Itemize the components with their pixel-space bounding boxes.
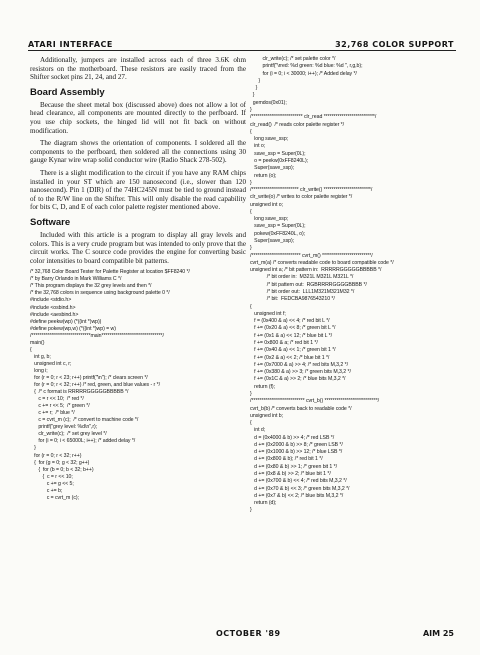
software-heading: Software xyxy=(30,216,71,228)
issue-date: OCTOBER '89 xyxy=(216,629,281,638)
software-paragraph: Included with this article is a program to display all gray levels and colors. This is a very crude program but was intended to only prove that the circuit works. The C source code provides the engine for converting basic color intensities to board compatible bit patterns. xyxy=(30,230,246,265)
right-column xyxy=(250,56,458,515)
intro-paragraph: Additionally, jumpers are installed across each of three 3.6K ohm resistors on the motherboard. These resistors are easily traced from the Shifter socket pins 21, 24, and 27. xyxy=(30,56,246,82)
board-paragraph-2: The diagram shows the orientation of components. I soldered all the components to the perfboard, then soldered all the connections using 30 gauge Kynar wire wrap solid conductor wire (Radio Shack 278-502). xyxy=(30,139,246,165)
header-rule xyxy=(28,50,456,51)
running-header-title: 32,768 COLOR SUPPORT xyxy=(335,40,454,49)
board-paragraph-3: There is a slight modification to the circuit if you have any RAM chips installed in your ST which are 150 nanosecond (i.e., slower than 120 nanosecond). Pin 1 (DIR) of the 74HC245N must be tied to ground instead of to the R/W line on the Shifter. This will only disable the read capability for bits C, D, and E of each color palette register mentioned above. xyxy=(30,168,246,212)
page-number: AIM 25 xyxy=(422,629,454,638)
board-assembly-heading: Board Assembly xyxy=(30,86,105,98)
running-header-section: ATARI INTERFACE xyxy=(28,40,113,49)
left-column xyxy=(30,56,246,502)
board-paragraph-1: Because the sheet metal box (discussed above) does not allow a lot of head clearance, all components are mounted directly to the perfboard. If you use chip sockets, the hinged lid will not fit back on without modification. xyxy=(30,100,246,135)
code-listing-part-2: clr_write(c); /* set palette color */ printf("\rred: %d green: %d blue: %d ", r,g,b); for (i = 0; i < 30000; i++); /* Added delay */ } } } gemdos(0x01); } /************************** clr_read **************************/ clr_read() /* reads color palette register */ { long save_ssp; int o; save_ssp = Super(0L); o = peekw(0xFF8240L); Super(save_ssp); return (o); } /************************ clr_write() ************************/ clr_write(o) /* writes to color palette register */ unsigned int o; { long save_ssp; save_ssp = Super(0L); pokew(0xFF8240L, o); Super(save_ssp); } /************************* cvrt_m() *************************/ cvrt_m(a) /* converts readable code to board compatible code */ unsigned int a; /* bit pattern in: RRRRRGGGGGBBBBB */ /* bit order in: M321L M321L M321L */ /* bit pattern out: RGBRRRRGGGGBBBB */ /* bit order out: LLL1M321M321M32 */ /* bit: FEDCBA9876543210 */ { unsigned int f; f = (0x400 & a) << 4; /* red bit L */ f += (0x20 & a) << 8; /* green bit L */ f += (0x1 & a) << 12; /* blue bit L */ f += 0x800 & a; /* red bit 1 */ f += (0x40 & a) << 1; /* green bit 1 */ f += (0x2 & a) << 2; /* blue bit 1 */ f += (0x7000 & a) >> 4; /* red bits M,3,2 */ f += (0x380 & a) >> 3; /* green bits M,3,2 */ f += (0x1C & a) >> 2; /* blue bits M,3,2 */ return (f); } /*************************** cvrt_b() ***************************/ cvrt_b(b) /* converts back to readable code */ unsigned int b; { int d; d = (0x4000 & b) >> 4; /* red LSB */ d += (0x2000 & b) >> 8; /* green LSB */ d += (0x1000 & b) >> 12; /* blue LSB */ d += (0x800 & b); /* red bit 1 */ d += (0x80 & b) >> 1; /* green bit 1 */ d += (0x8 & b) >> 2; /* blue bit 1 */ d += (0x700 & b) << 4; /* red bits M,3,2 */ d += (0x70 & b) << 3; /* green bits M,3,2 */ d += (0x7 & b) << 2; /* blue bits M,3,2 */ return (d); } xyxy=(250,56,394,514)
code-listing-part-1: /* 32,768 Color Board Tester for Palette Register at location $FF8240 */ /* by Barry Orlando in Mark Williams C */ /* This program displays the 32 grey levels and then */ /* the 32,768 colors in sequence using background palette 0 */ #include <stdio.h> #include <osbind.h> #include <aesbind.h> #define peekw(wp) (*((int *)wp)) #define pokew(wp,w) (*((int *)wp) = w) /******************************main*******************************/ main() { int g, b; unsigned int c, r; long i; for (r = 0; r < 23; r++) printf("\n"); /* clears screen */ for (r = 0; r < 32; r++) /* red, green, and blue values - r */ { /* c format is RRRRRGGGGGBBBBB */ c = r << 10; /* red */ c += r << 5; /* green */ c += r; /* blue */ c = cvrt_m (c); /* convert to machine code */ printf("grey level: %d\n",r); clr_write(c); /* set grey level */ for (i = 0; i < 65000L; i++); /* added delay */ } for (r = 0; r < 32; r++) { for (g = 0; g < 32; g++) { for (b = 0; b < 32; b++) { c = r << 10; c += g << 5; c += b; c = cvrt_m (c); xyxy=(30,269,190,501)
